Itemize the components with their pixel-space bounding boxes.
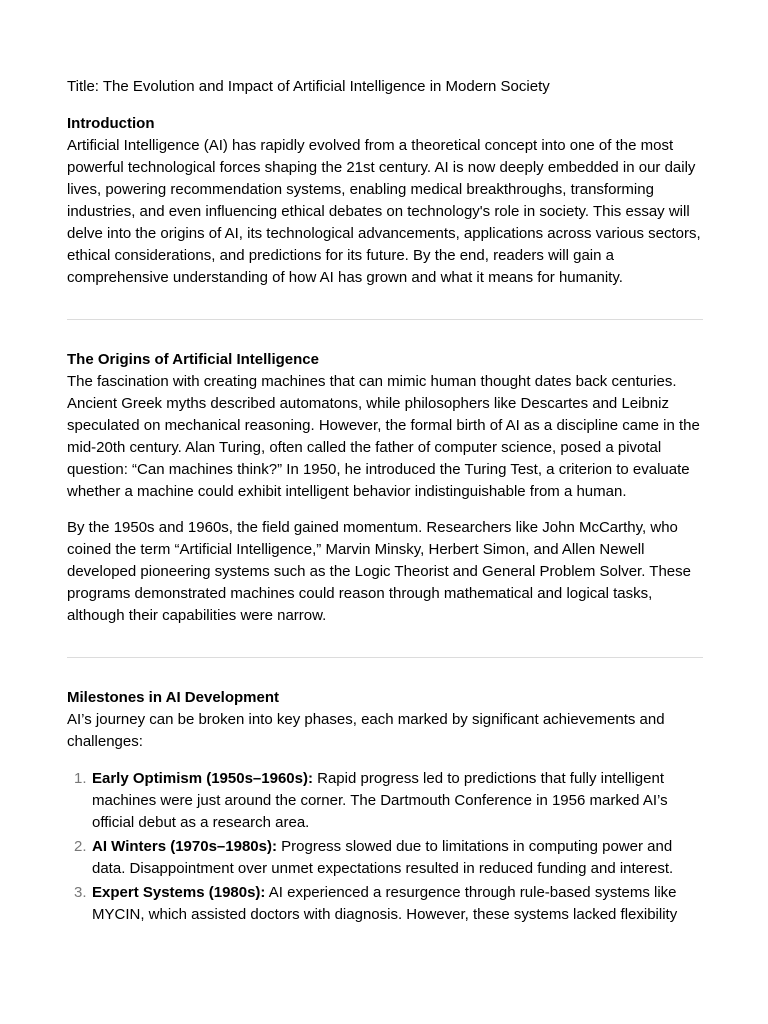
- origins-heading: The Origins of Artificial Intelligence: [67, 351, 319, 368]
- introduction-heading: Introduction: [67, 115, 155, 132]
- document-page: [67, 76, 703, 928]
- milestones-heading: Milestones in AI Development: [67, 689, 279, 706]
- document-title: Title: The Evolution and Impact of Artificial Intelligence in Modern Society: [67, 78, 550, 95]
- list-item-label: AI Winters (1970s–1980s):: [92, 838, 277, 855]
- list-item-text: Progress slowed due to limitations in computing power and data. Disappointment over unmet expectations resulted in reduced funding and interest.: [92, 838, 674, 877]
- origins-paragraph-2: By the 1950s and 1960s, the field gained momentum. Researchers like John McCarthy, who coined the term “Artificial Intelligence,” Marvin Minsky, Herbert Simon, and Allen Newell developed pioneering systems such as the Logic Theorist and General Problem Solver. These programs demonstrated machines could reason through mathematical and logical tasks, although their capabilities were narrow.: [67, 519, 691, 624]
- list-item-label: Expert Systems (1980s):: [92, 884, 266, 901]
- milestones-intro: AI’s journey can be broken into key phases, each marked by significant achievements and challenges:: [67, 711, 665, 750]
- list-item-number: 3.: [74, 884, 87, 901]
- milestones-list: [67, 768, 703, 926]
- section-divider: [67, 657, 703, 658]
- list-item-text: Rapid progress led to predictions that fully intelligent machines were just around the corner. The Dartmouth Conference in 1956 marked AI’s official debut as a research area.: [92, 770, 668, 831]
- list-item-text: AI experienced a resurgence through rule-based systems like MYCIN, which assisted doctors with diagnosis. However, these systems lacked flexibility: [92, 884, 678, 923]
- origins-paragraph-1: The fascination with creating machines that can mimic human thought dates back centuries. Ancient Greek myths described automatons, while philosophers like Descartes and Leibniz speculated on mechanical reasoning. However, the formal birth of AI as a discipline came in the mid-20th century. Alan Turing, often called the father of computer science, posed a pivotal question: “Can machines think?” In 1950, he introduced the Turing Test, a criterion to evaluate whether a machine could exhibit intelligent behavior indistinguishable from a human.: [67, 373, 700, 500]
- list-item: [67, 882, 703, 926]
- introduction-section: [67, 113, 703, 289]
- list-item-number: 2.: [74, 838, 87, 855]
- list-item: [67, 836, 703, 880]
- list-item: [67, 768, 703, 834]
- list-item-number: 1.: [74, 770, 87, 787]
- introduction-paragraph: Artificial Intelligence (AI) has rapidly evolved from a theoretical concept into one of the most powerful technological forces shaping the 21st century. AI is now deeply embedded in our daily lives, powering recommendation systems, enabling medical breakthroughs, transforming industries, and even influencing ethical debates on technology's role in society. This essay will delve into the origins of AI, its technological advancements, applications across various sectors, ethical considerations, and predictions for its future. By the end, readers will gain a comprehensive understanding of how AI has grown and what it means for humanity.: [67, 137, 701, 286]
- list-item-label: Early Optimism (1950s–1960s):: [92, 770, 313, 787]
- section-divider: [67, 319, 703, 320]
- origins-section: [67, 349, 703, 627]
- milestones-section: [67, 687, 703, 926]
